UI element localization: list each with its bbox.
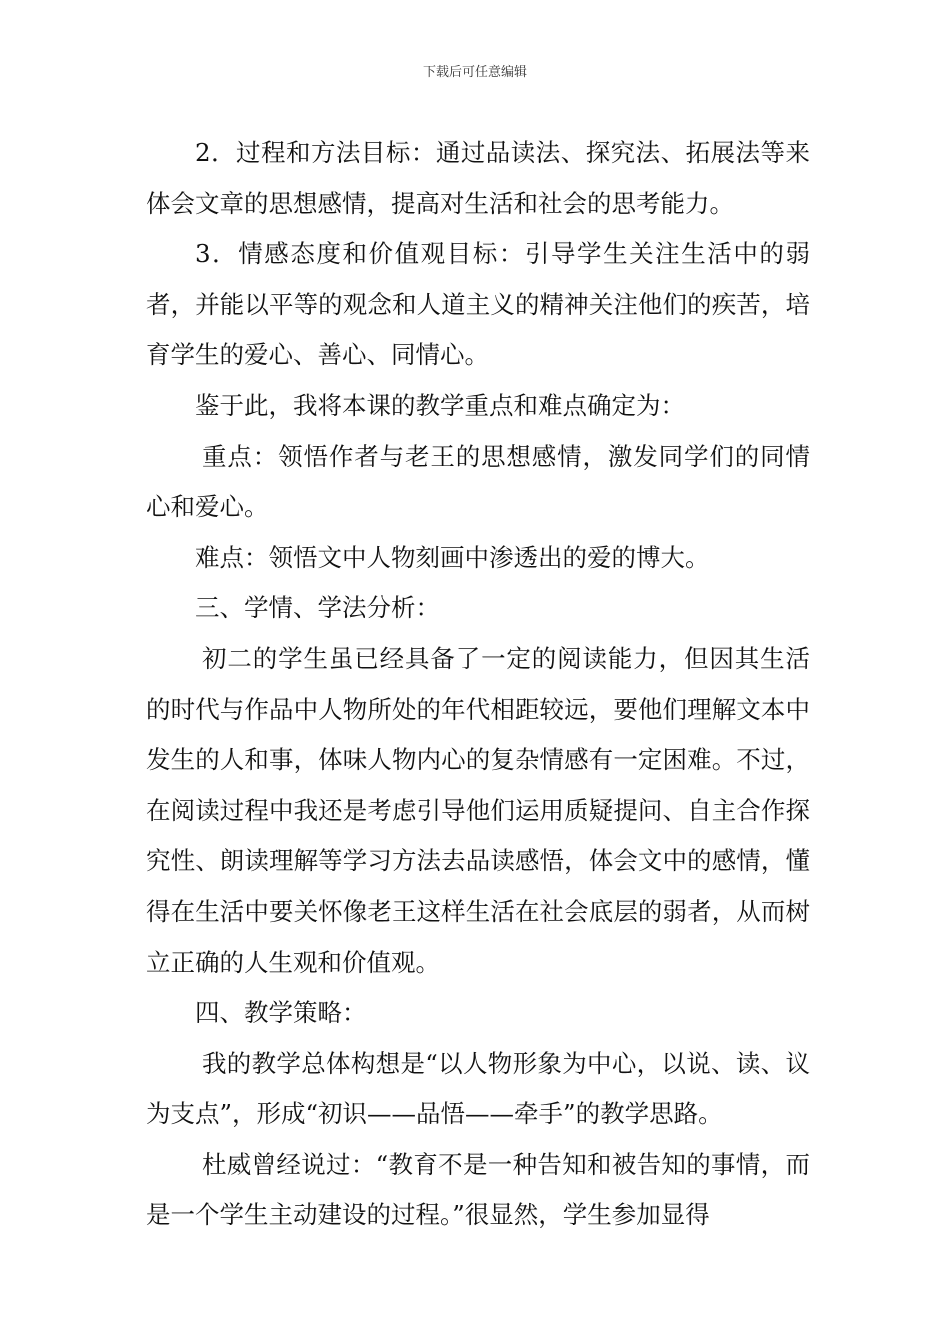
page-header: 下载后可任意编辑 (422, 65, 527, 80)
paragraph-key-points-intro: 鉴于此，我将本课的教学重点和难点确定为： (195, 390, 685, 420)
section-heading-teaching-strategy: 四、教学策略： (195, 998, 367, 1028)
paragraph-dewey-quote: 杜威曾经说过：“教育不是一种告知和被告知的事情，而是一个学生主动建设的过程。”很显然，学生参加显得 (146, 1149, 810, 1230)
paragraph-process-method-goal: 2．过程和方法目标：通过品读法、探究法、拓展法等来体会文章的思想感情，提高对生活和社会的思考能力。 (146, 138, 810, 218)
document-body (146, 128, 810, 1241)
paragraph-difficult-point: 难点：领悟文中人物刻画中渗透出的爱的博大。 (195, 542, 710, 572)
paragraph-key-point: 重点：领悟作者与老王的思想感情，激发同学们的同情心和爱心。 (146, 441, 810, 522)
paragraph-learning-analysis: 初二的学生虽已经具备了一定的阅读能力，但因其生活的时代与作品中人物所处的年代相距较远，要他们理解文本中发生的人和事，体味人物内心的复杂情感有一定困难。不过，在阅读过程中我还是考虑引导他们运用质疑提问、自主合作探究性、朗读理解等学习方法去品读感悟，体会文中的感情，懂得在生活中要关怀像老王这样生活在社会底层的弱者，从而树立正确的人生观和价值观。 (146, 643, 810, 977)
paragraph-emotion-value-goal: 3．情感态度和价值观目标：引导学生关注生活中的弱者，并能以平等的观念和人道主义的精神关注他们的疾苦，培育学生的爱心、善心、同情心。 (146, 239, 810, 370)
paragraph-teaching-concept: 我的教学总体构想是“以人物形象为中心，以说、读、议为支点”，形成“初识——品悟——牵手”的教学思路。 (146, 1048, 810, 1129)
section-heading-learning-analysis: 三、学情、学法分析： (195, 593, 440, 623)
